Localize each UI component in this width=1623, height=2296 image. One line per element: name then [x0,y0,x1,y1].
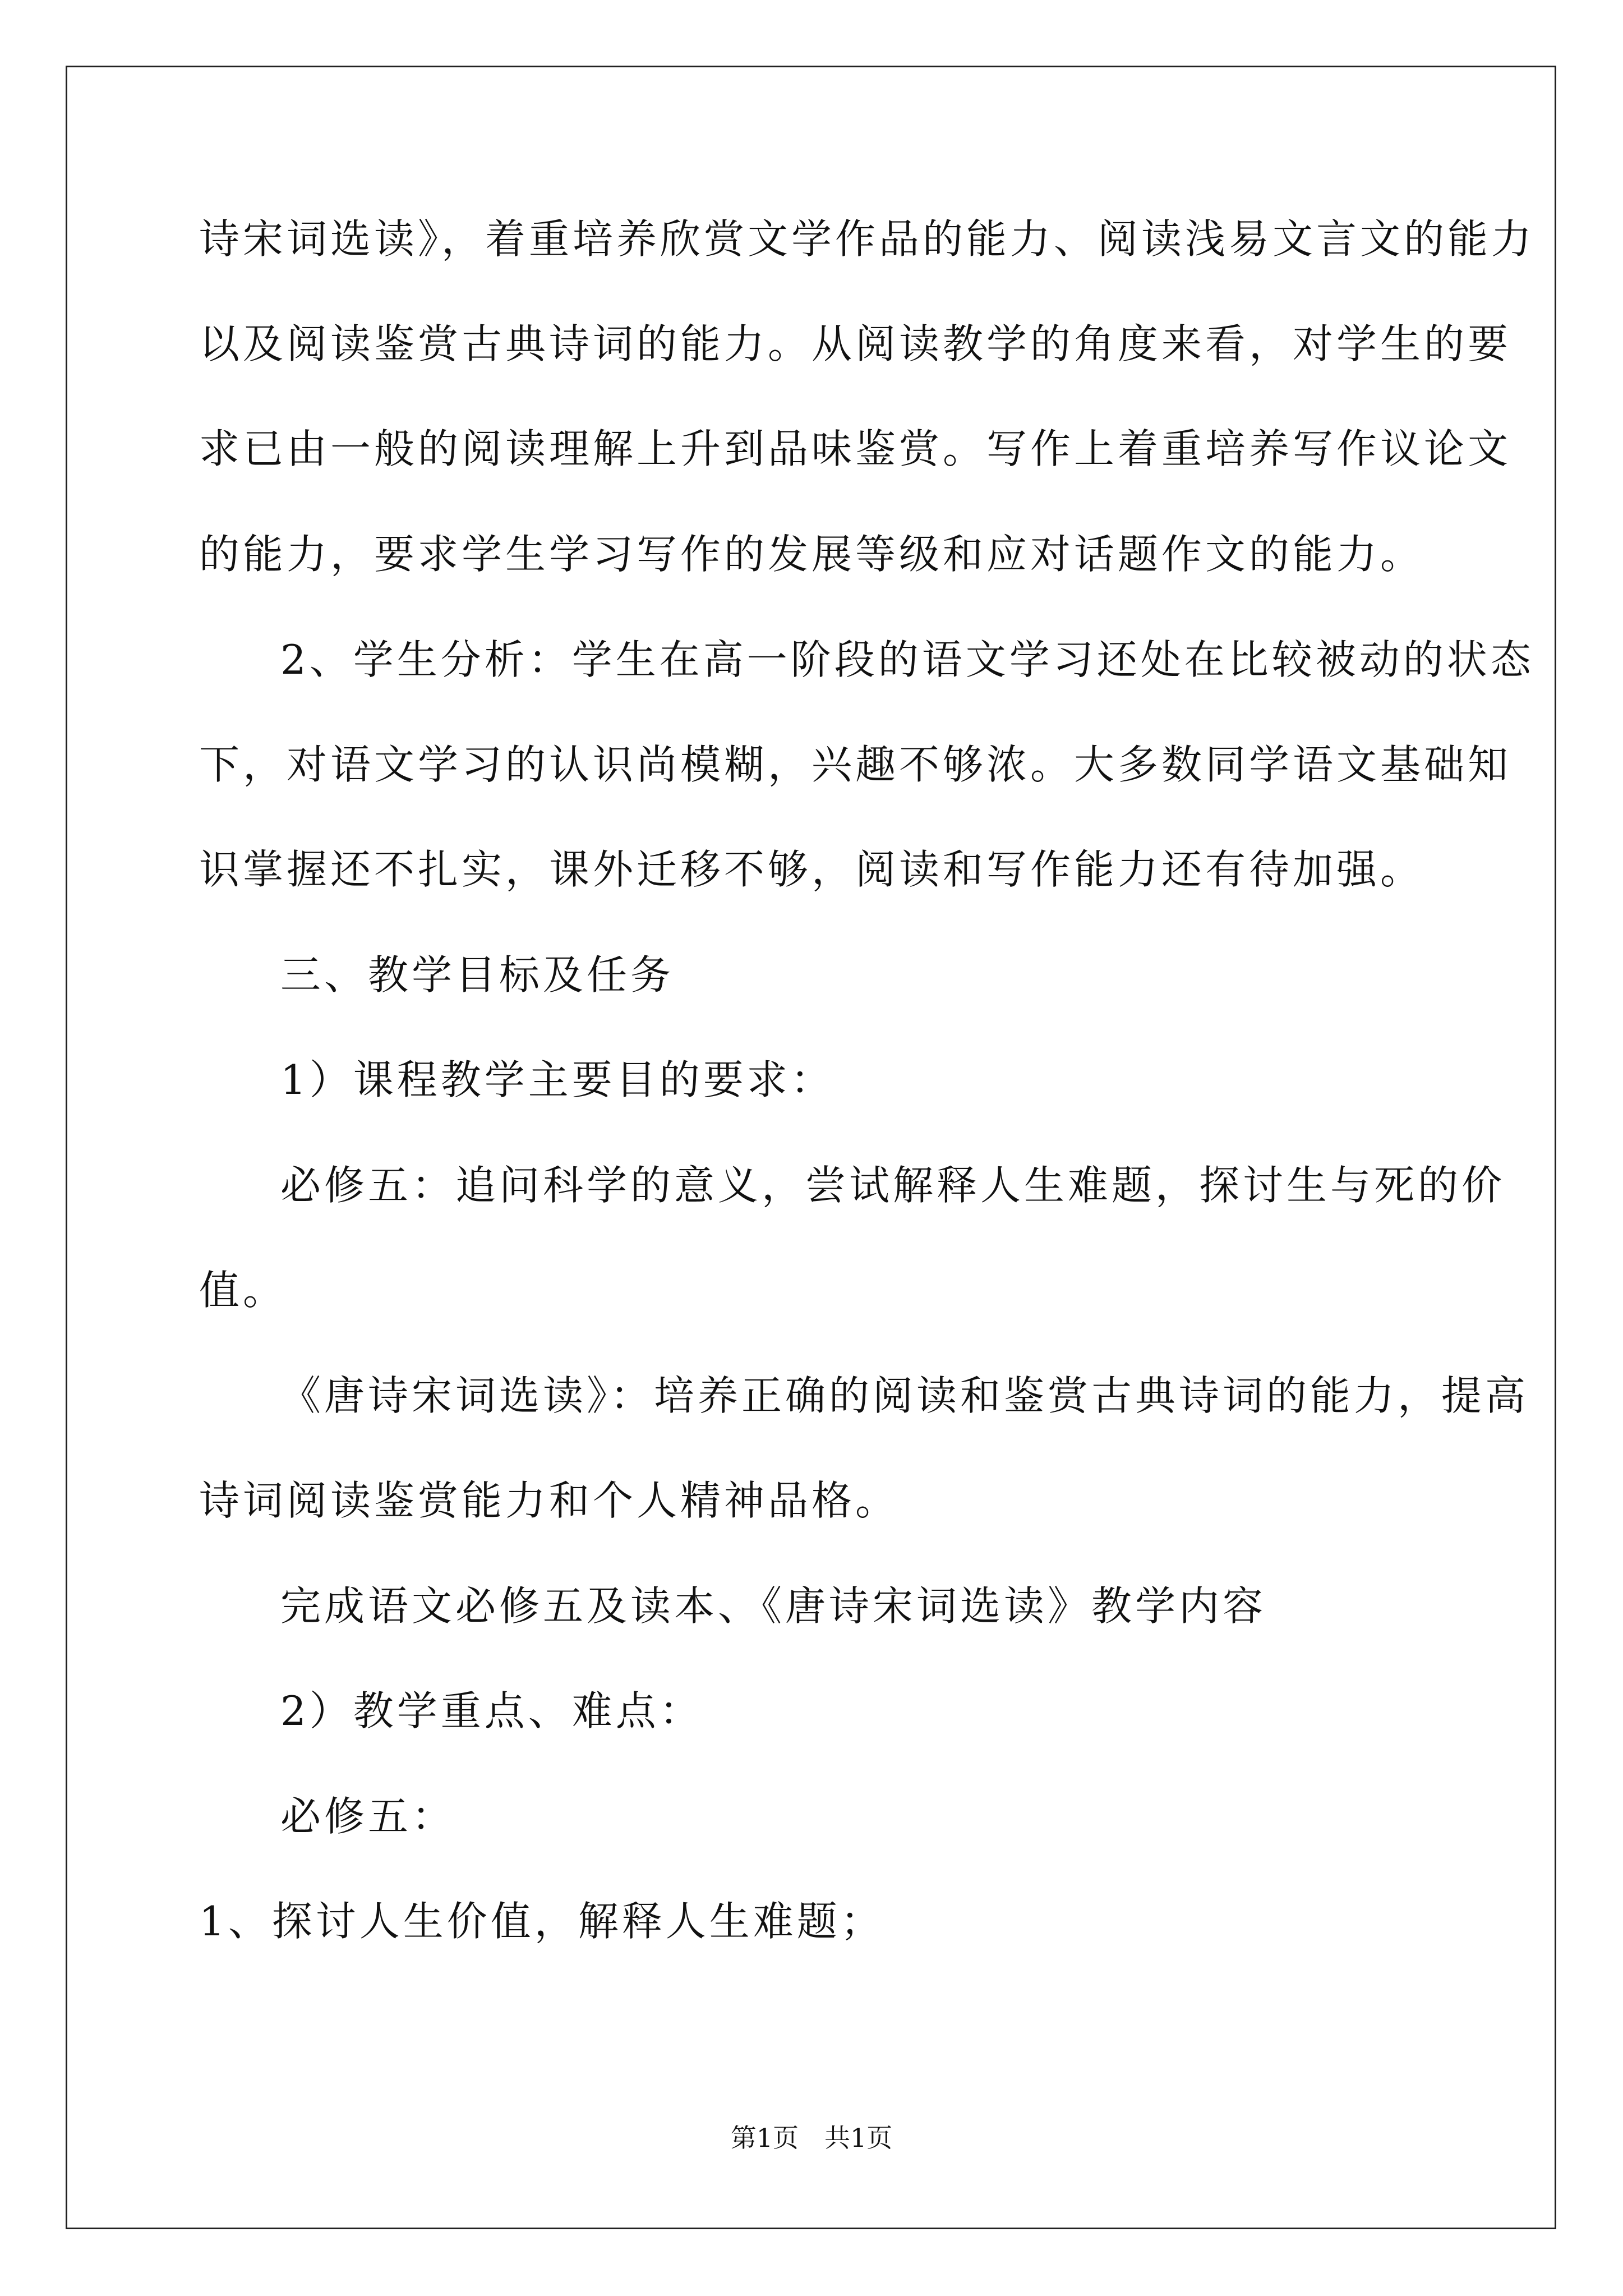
paragraph-line: 诗词阅读鉴赏能力和个人精神品格。 [199,1477,900,1524]
paragraph-line: 识掌握还不扎实，课外迁移不够，阅读和写作能力还有待加强。 [199,846,1424,893]
subsection-heading: 1）课程教学主要目的要求： [280,1056,834,1103]
paragraph-line: 完成语文必修五及读本、《唐诗宋词选读》教学内容 [280,1582,1267,1630]
paragraph-line: 值。 [199,1267,287,1314]
paragraph-line: 以及阅读鉴赏古典诗词的能力。从阅读教学的角度来看，对学生的要 [199,320,1512,367]
paragraph-line: 求已由一般的阅读理解上升到品味鉴赏。写作上着重培养写作议论文 [199,425,1512,472]
subsection-heading: 2）教学重点、难点： [280,1687,703,1734]
paragraph-line: 必修五： [280,1793,456,1840]
page-number-footer: 第1页 共1页 [730,2123,893,2153]
paragraph-line: 下，对语文学习的认识尚模糊，兴趣不够浓。大多数同学语文基础知 [199,741,1512,788]
paragraph-line: 的能力，要求学生学习写作的发展等级和应对话题作文的能力。 [199,531,1424,578]
paragraph-line: 诗宋词选读》，着重培养欣赏文学作品的能力、阅读浅易文言文的能力 [199,215,1536,263]
list-item: 1、探讨人生价值，解释人生难题； [199,1898,884,1945]
paragraph-line: 2、学生分析：学生在高一阶段的语文学习还处在比较被动的状态 [280,636,1534,683]
section-heading: 三、教学目标及任务 [280,951,675,999]
paragraph-line: 必修五：追问科学的意义，尝试解释人生难题，探讨生与死的价 [280,1162,1506,1209]
paragraph-line: 《唐诗宋词选读》：培养正确的阅读和鉴赏古典诗词的能力，提高 [280,1372,1529,1419]
